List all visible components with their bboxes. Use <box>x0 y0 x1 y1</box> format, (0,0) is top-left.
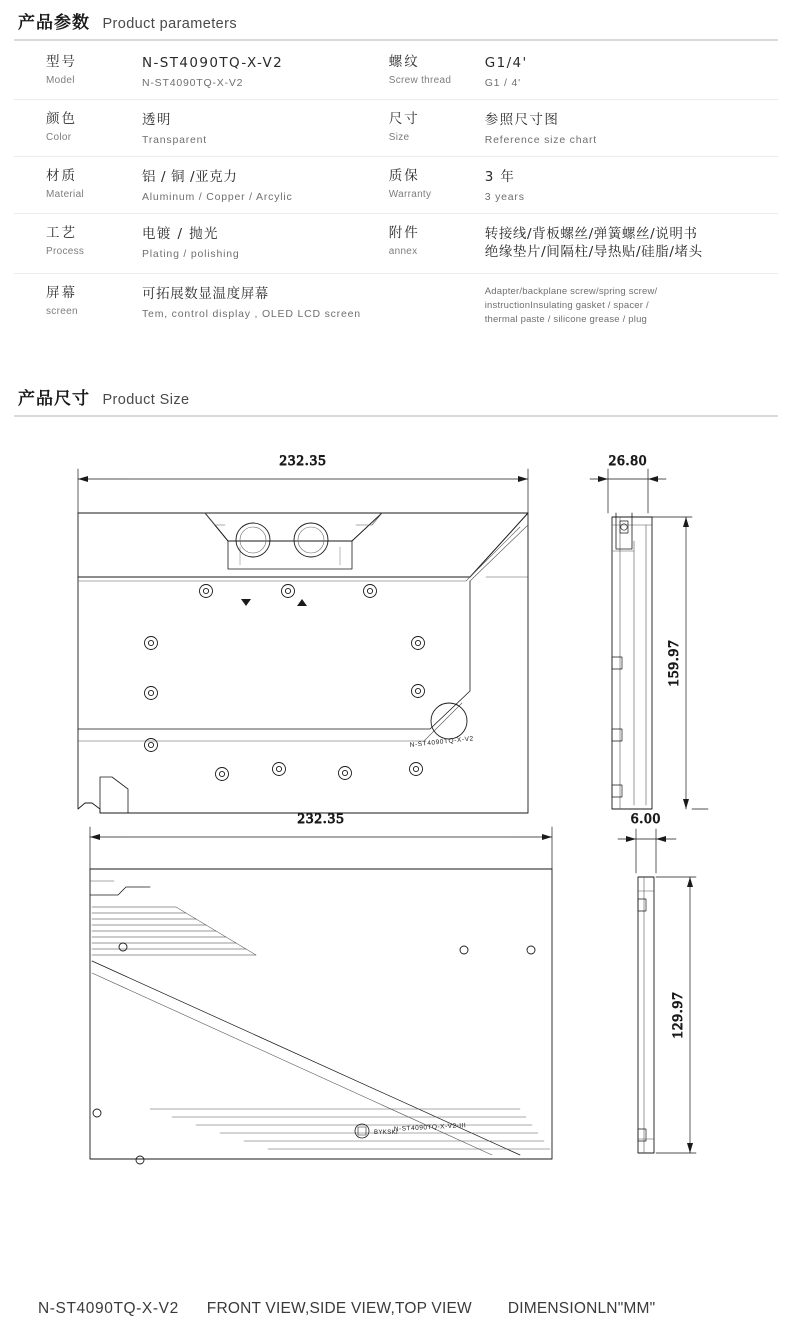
port-circle-out <box>294 523 328 557</box>
param-value <box>142 111 207 147</box>
param-label-cn: 颜色 <box>46 111 77 127</box>
param-label-cn: 尺寸 <box>388 111 420 127</box>
port-circle-in <box>236 523 270 557</box>
arrow-in-icon <box>241 599 251 606</box>
param-value-en: G1 / 4' <box>484 77 521 89</box>
param-value <box>142 168 293 204</box>
annex-en-line2: instructionInsulating gasket / spacer / <box>484 300 649 311</box>
front-screws <box>145 585 468 781</box>
section-title-en: Product parameters <box>102 16 237 32</box>
annex-en-line1: Adapter/backplane screw/spring screw/ <box>484 286 658 297</box>
param-value <box>485 168 525 204</box>
footer <box>0 1294 792 1324</box>
top-outline <box>90 869 552 1159</box>
param-value-cn-line2: 绝缘垫片/间隔柱/导热贴/硅脂/堵头 <box>484 244 703 260</box>
param-label <box>389 54 485 86</box>
param-value-cn: 参照尺寸图 <box>484 112 560 128</box>
divider-size <box>14 415 778 417</box>
param-label-en: Material <box>46 189 84 200</box>
param-value-en: Aluminum / Copper / Arcylic <box>142 191 293 203</box>
dim-label-top-width: 232.35 <box>297 811 345 827</box>
param-label <box>46 285 142 317</box>
param-cell-annex <box>381 225 778 261</box>
section-title-en: Product Size <box>102 392 190 408</box>
logo-byksi <box>355 1124 398 1138</box>
param-value-cn: 电镀 / 抛光 <box>142 226 219 242</box>
arrow-out-icon <box>297 599 307 606</box>
param-label <box>389 111 485 143</box>
param-label-cn: 附件 <box>388 225 420 241</box>
param-cell-model <box>14 54 381 90</box>
param-cell-annex-english <box>381 285 778 327</box>
param-label-en: Size <box>388 132 410 143</box>
table-row <box>14 214 778 274</box>
param-label-en: Color <box>46 132 72 143</box>
param-label-en: screen <box>46 306 78 317</box>
parameters-table <box>14 41 778 350</box>
param-cell-warranty <box>381 168 778 204</box>
param-label-en: annex <box>388 246 418 257</box>
param-label <box>389 168 485 200</box>
param-label-cn: 质保 <box>388 168 420 184</box>
dim-label-end-width: 6.00 <box>630 811 662 827</box>
param-value-cn: 透明 <box>142 112 172 128</box>
section-title-cn: 产品参数 <box>18 13 90 33</box>
table-row <box>14 157 778 214</box>
param-cell-screw-thread <box>381 54 778 90</box>
dimension-end-width <box>618 829 676 873</box>
param-label-en: Screw thread <box>388 75 452 86</box>
technical-drawings <box>0 429 792 1229</box>
param-value-cn: N-ST4090TQ-X-V2 <box>142 55 284 71</box>
round-boss <box>431 703 467 739</box>
param-value-en: N-ST4090TQ-X-V2 <box>142 77 244 89</box>
section-header-parameters <box>0 0 792 39</box>
end-outline <box>638 877 654 1153</box>
annex-en-line3: thermal paste / silicone grease / plug <box>484 314 648 325</box>
svg-text:BYKSKI: BYKSKI <box>374 1130 399 1136</box>
param-value-en: Reference size chart <box>484 134 598 146</box>
table-row <box>14 274 778 350</box>
dim-label-side-height: 159.97 <box>666 639 682 687</box>
param-value <box>142 54 283 90</box>
dimension-side-width <box>590 469 666 513</box>
param-value-cn: G1/4' <box>484 55 528 71</box>
param-value <box>485 54 528 90</box>
engraving-front-text: N-ST4090TQ-X-V2 <box>409 735 475 749</box>
param-value-en: Transparent <box>142 134 208 146</box>
table-row <box>14 43 778 100</box>
footer-model: N-ST4090TQ-X-V2 <box>38 1300 179 1317</box>
engraving-top-text: N-ST4090TQ-X-V2-III <box>393 1122 467 1133</box>
dim-label-side-width: 26.80 <box>608 453 648 469</box>
param-label-en: Warranty <box>388 189 432 200</box>
param-label-cn: 型号 <box>46 54 77 70</box>
dim-label-front-width: 232.35 <box>279 453 327 469</box>
param-label <box>46 225 142 257</box>
param-value <box>485 225 703 261</box>
param-label-cn: 材质 <box>46 168 77 184</box>
section-header-size <box>0 376 792 415</box>
param-label <box>46 54 142 86</box>
dimension-front-width <box>78 469 528 513</box>
param-value-cn: 3 年 <box>484 169 516 185</box>
param-label <box>389 225 485 257</box>
param-cell-screen <box>14 285 381 321</box>
table-row <box>14 100 778 157</box>
param-value <box>142 285 361 321</box>
param-label-cn: 工艺 <box>46 225 77 241</box>
param-label-en: Model <box>46 75 75 86</box>
footer-units: DIMENSIONLN"MM" <box>507 1300 656 1317</box>
dimension-top-width <box>90 827 552 869</box>
param-value-en: 3 years <box>484 191 525 203</box>
param-value <box>142 225 240 261</box>
param-value-cn: 可拓展数显温度屏幕 <box>142 286 269 302</box>
top-screws <box>93 943 535 1164</box>
dim-label-end-height: 129.97 <box>670 991 686 1039</box>
param-cell-size <box>381 111 778 147</box>
param-value-en: Plating / polishing <box>142 248 240 260</box>
param-cell-color <box>14 111 381 147</box>
param-value <box>485 111 597 147</box>
param-label-en: Process <box>46 246 85 257</box>
param-label-cn: 屏幕 <box>46 285 77 301</box>
param-cell-material <box>14 168 381 204</box>
cad-drawing-svg <box>0 429 792 1229</box>
param-label-cn: 螺纹 <box>388 54 420 70</box>
param-value-cn: 铝 / 铜 /亚克力 <box>142 169 238 185</box>
param-cell-process <box>14 225 381 261</box>
param-value-cn-line1: 转接线/背板螺丝/弹簧螺丝/说明书 <box>484 226 698 242</box>
section-title-cn: 产品尺寸 <box>18 389 90 409</box>
param-label <box>46 111 142 143</box>
param-label <box>46 168 142 200</box>
param-value <box>485 285 658 327</box>
front-outline <box>78 513 528 813</box>
param-value-en: Tem, control display , OLED LCD screen <box>142 308 361 320</box>
footer-views: FRONT VIEW,SIDE VIEW,TOP VIEW <box>206 1300 472 1317</box>
